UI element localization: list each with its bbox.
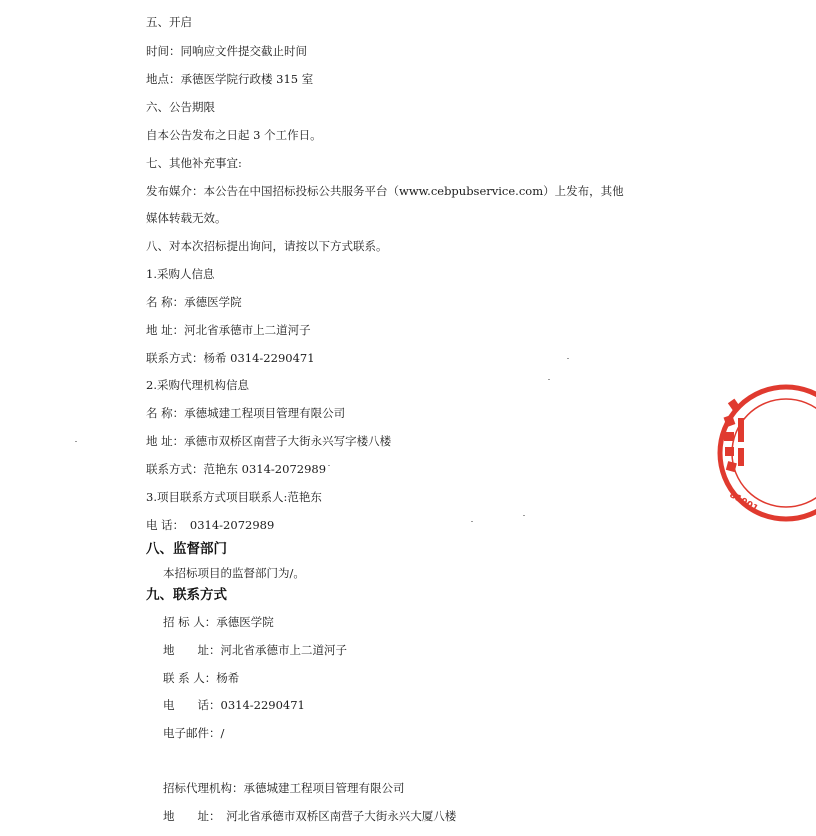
publish-media-cont: 媒体转载无效。	[146, 211, 227, 225]
contact-heading: 九、联系方式	[146, 587, 227, 603]
scan-speck	[75, 441, 77, 442]
section-8-inquiry: 八、对本次招标提出询问，请按以下方式联系。	[146, 239, 388, 253]
purchaser-info-title: 1.采购人信息	[146, 267, 215, 281]
opening-location: 地点：承德医学院行政楼 315 室	[146, 72, 314, 86]
contact-agency: 招标代理机构：承德城建工程项目管理有限公司	[163, 781, 405, 795]
section-7-title: 七、其他补充事宜:	[146, 156, 242, 170]
agency-info-title: 2.采购代理机构信息	[146, 378, 249, 392]
publish-media: 发布媒介：本公告在中国招标投标公共服务平台（www.cebpubservice.com）上发布，其他	[146, 184, 624, 198]
opening-time: 时间：同响应文件提交截止时间	[146, 44, 307, 58]
project-phone: 电 话： 0314-2072989	[146, 518, 275, 532]
seal-number: 81001	[727, 490, 760, 515]
scan-speck	[567, 358, 569, 359]
section-5-title: 五、开启	[146, 15, 192, 29]
supervision-text: 本招标项目的监督部门为/。	[163, 566, 305, 580]
scan-speck	[548, 379, 550, 380]
supervision-heading: 八、监督部门	[146, 541, 227, 557]
scan-speck	[471, 521, 473, 522]
contact-agency-address: 地 址： 河北省承德市双桥区南营子大街永兴大厦八楼	[163, 809, 457, 823]
contact-phone: 电 话：0314-2290471	[163, 698, 305, 712]
scan-speck	[523, 515, 525, 516]
agency-address: 地 址：承德市双桥区南营子大街永兴写字楼八楼	[146, 434, 392, 448]
contact-email: 电子邮件：/	[163, 726, 225, 740]
purchaser-address: 地 址：河北省承德市上二道河子	[146, 323, 311, 337]
section-6-title: 六、公告期限	[146, 100, 215, 114]
official-seal-icon	[716, 378, 816, 528]
scan-speck	[328, 465, 330, 466]
project-contact: 3.项目联系方式项目联系人:范艳东	[146, 490, 322, 504]
notice-period: 自本公告发布之日起 3 个工作日。	[146, 128, 322, 142]
contact-tenderer: 招 标 人：承德医学院	[163, 615, 274, 629]
contact-address: 地 址：河北省承德市上二道河子	[163, 643, 347, 657]
contact-person: 联 系 人：杨希	[163, 671, 240, 685]
agency-contact: 联系方式：范艳东 0314-2072989	[146, 462, 327, 476]
seal-lettering	[724, 399, 744, 473]
purchaser-name: 名 称：承德医学院	[146, 295, 242, 309]
seal-inner-ring	[732, 399, 816, 507]
purchaser-contact: 联系方式：杨希 0314-2290471	[146, 351, 315, 365]
agency-name: 名 称：承德城建工程项目管理有限公司	[146, 406, 346, 420]
